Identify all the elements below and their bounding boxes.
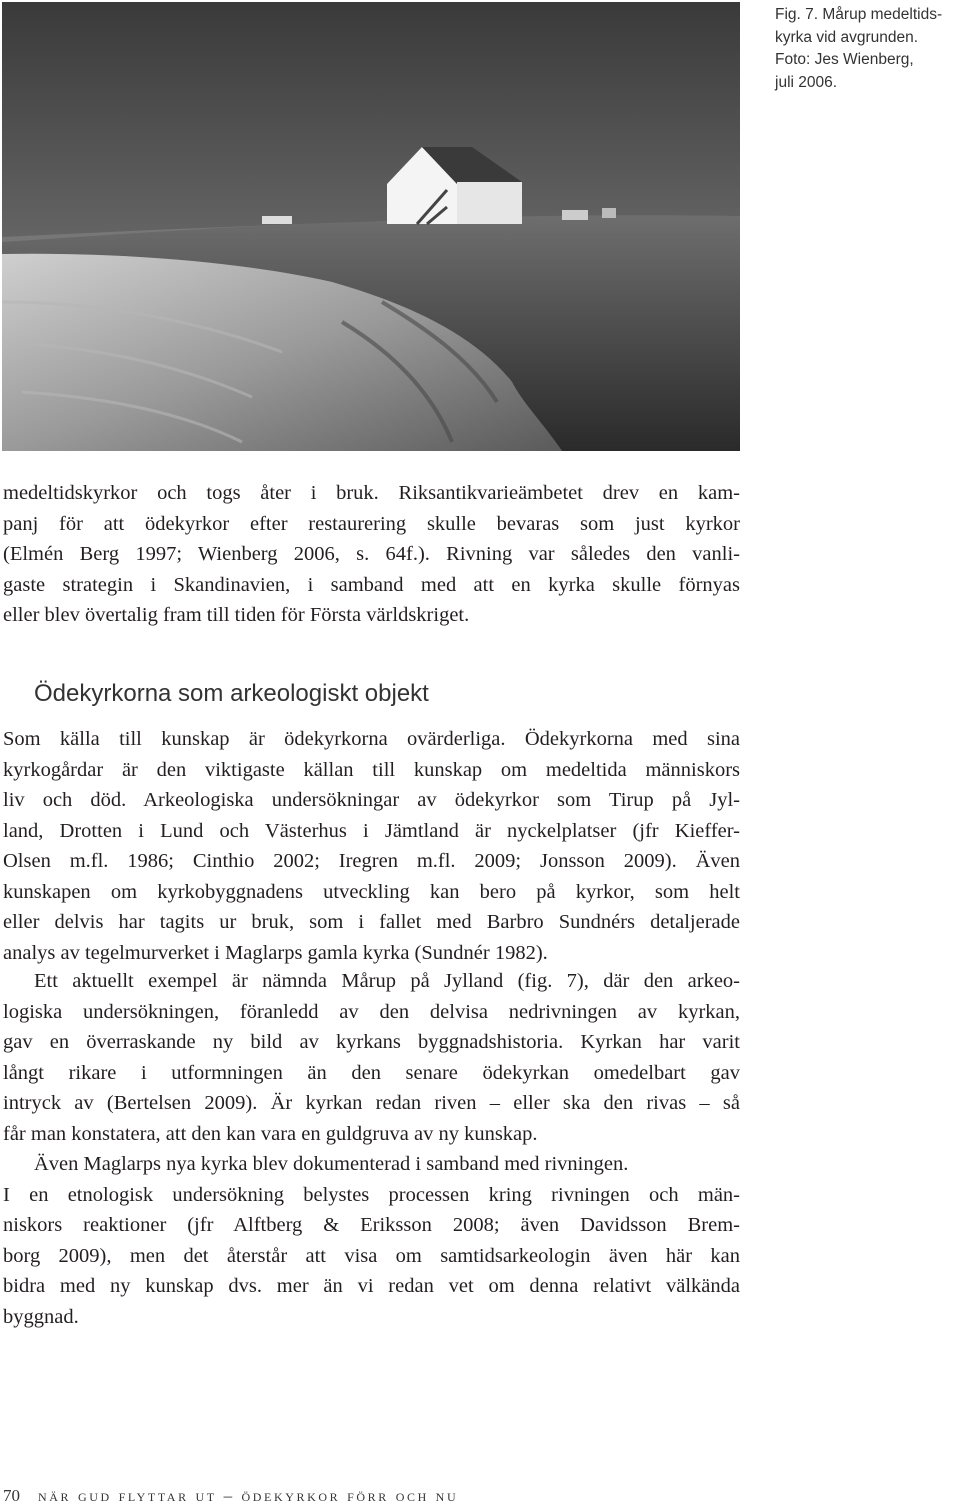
page-footer [3, 1486, 458, 1506]
caption-line: kyrka vid avgrunden. [775, 28, 919, 46]
text-line: eller delvis har tagits ur bruk, som i fallet med Barbro Sundnérs detaljerade [3, 911, 740, 933]
text-line: gaste strategin i Skandinavien, i samband med att en kyrka skulle förnyas [3, 573, 740, 596]
text-line: kunskapen om kyrkobyggnadens utveckling kan bero på kyrkor, som helt [3, 880, 740, 903]
text-line: långt rikare i utformningen än den senare ödekyrkan omedelbart gav [3, 1061, 740, 1084]
paragraph-3 [3, 1149, 740, 1332]
church-photo [2, 2, 740, 451]
figure-caption [775, 4, 955, 94]
text-line: intryck av (Bertelsen 2009). Är kyrkan redan riven – eller ska den rivas – så [3, 1092, 740, 1114]
caption-line: Fig. 7. Mårup medeltids- [775, 6, 943, 23]
paragraph-2 [3, 966, 740, 1149]
text-line: analys av tegelmurverket i Maglarps gamla kyrka (Sundnér 1982). [3, 941, 548, 964]
page-number: 70 [3, 1486, 20, 1505]
text-line: Olsen m.fl. 1986; Cinthio 2002; Iregren m.fl. 2009; Jonsson 2009). Även [3, 850, 740, 872]
text-line: bidra med ny kunskap dvs. mer än vi redan vet om denna relativt välkända [3, 1275, 740, 1297]
text-line: niskors reaktioner (jfr Alftberg & Eriksson 2008; även Davidsson Brem- [3, 1214, 740, 1236]
text-line: liv och död. Arkeologiska undersökningar av ödekyrkor som Tirup på Jyl- [3, 789, 740, 811]
text-line: gav en överraskande ny bild av kyrkans byggnadshistoria. Kyrkan har varit [3, 1031, 740, 1053]
text-line: Ett aktuellt exempel är nämnda Mårup på Jylland (fig. 7), där den arkeo- [34, 970, 740, 992]
text-line: logiska undersökningen, föranledd av den delvisa nedrivningen av kyrkan, [3, 1000, 740, 1023]
paragraph-1 [3, 724, 740, 968]
text-line: medeltidskyrkor och togs åter i bruk. Riksantikvarieämbetet drev en kam- [3, 482, 740, 504]
text-line: Som källa till kunskap är ödekyrkorna ovärderliga. Ödekyrkorna med sina [3, 728, 740, 750]
text-line: land, Drotten i Lund och Västerhus i Jämtland är nyckelplatser (jfr Kieffer- [3, 819, 740, 842]
intro-paragraph [3, 478, 740, 631]
section-heading: Ödekyrkorna som arkeologiskt objekt [34, 680, 429, 707]
text-line: borg 2009), men det återstår att visa om samtidsarkeologin även här kan [3, 1244, 740, 1267]
text-line: Även Maglarps nya kyrka blev dokumenterad i samband med rivningen. [34, 1153, 629, 1175]
caption-line: Foto: Jes Wienberg, [775, 51, 914, 68]
text-line: panj för att ödekyrkor efter restaurering skulle bevaras som just kyrkor [3, 512, 740, 535]
caption-line: juli 2006. [775, 73, 838, 91]
text-line: får man konstatera, att den kan vara en guldgruva av ny kunskap. [3, 1122, 538, 1145]
text-line: byggnad. [3, 1305, 79, 1328]
text-line: I en etnologisk undersökning belystes processen kring rivningen och män- [3, 1183, 740, 1206]
church-cliff-image [2, 2, 740, 451]
text-line: (Elmén Berg 1997; Wienberg 2006, s. 64f.). Rivning var således den vanli- [3, 543, 740, 565]
text-line: kyrkogårdar är den viktigaste källan till kunskap om medeltida människors [3, 758, 740, 781]
text-line: eller blev övertalig fram till tiden för Första världskriget. [3, 604, 470, 626]
running-title: när gud flyttar ut – ödekyrkor förr och nu [38, 1486, 459, 1505]
